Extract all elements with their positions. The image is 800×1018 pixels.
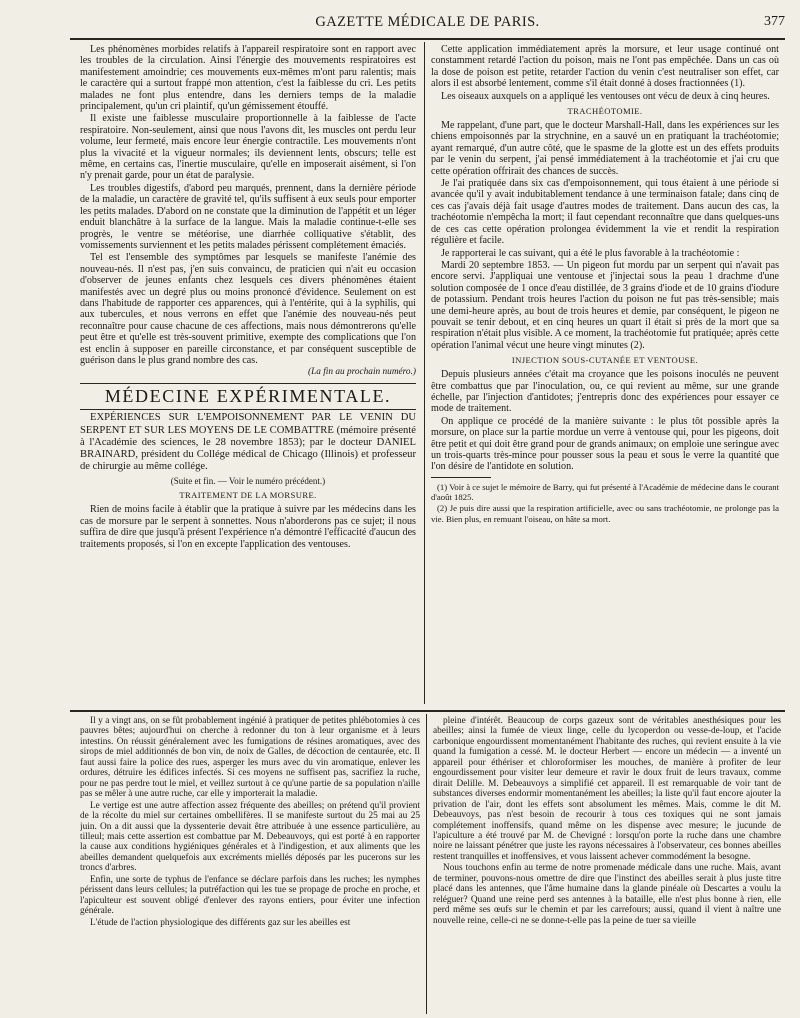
paragraph: Je l'ai pratiquée dans six cas d'empoisonnement, qui tous étaient à une période si avancée qu'il y avait indubitablement tendance à une terminaison fatale; dans cinq de ces cas j'avais déjà fait usage d'autres modes de traitement. Dans aucun des cas, la trachéotomie n'empêcha la mort; il faut cependant reconnaître que dans quelques-uns de ces cas cette opération prolongea évidemment la vie et rendit la respiration régulière et facile.	[431, 178, 779, 247]
paragraph: Je rapporterai le cas suivant, qui a été le plus favorable à la trachéotomie :	[441, 247, 740, 259]
footnote-rule	[431, 477, 491, 478]
continued-note: (Suite et fin. — Voir le numéro précédent.)	[170, 476, 326, 487]
paragraph: pleine d'intérêt. Beaucoup de corps gazeux sont de véritables anesthésiques pour les abeilles; ainsi la fumée de vieux linge, celle du lycoperdon ou vesse-de-loup, et l'acide carbonique engourdissent momentanément l'habitante des ruches, qui revient ensuite à la vie quand la fumigation a cessé. M. le docteur Herbert — encore un médecin — a inventé un appareil pour éthériser et chloroformiser les mouches, de manière à profiter de leur engourdissement pour visiter leur demeure et ravir le doux fruit de leurs travaux, comme dirait Delille. M. Debeauvoys a simplifié cet appareil. Il est remarquable de voir tant de substances diverses endormir momentanément les abeilles; la liste qu'il faut encore ajouter la privation de l'air, dont les effets sont absolument les mêmes. Mais, comme le dit M. Debeauvoys, pas n'est besoin de recourir à tous ces toxiques qui ne sont jamais complétement inoffensifs, quand même on les dispense avec mesure; le jucunde de l'apiculture a été trouvé par M. de Chevigné : lorsqu'on porte la ruche dans une chambre noire ne laissant pénétrer que juste les rayons nécessaires à l'observateur, ces bonnes abeilles restent tranquilles et inoffensives, et vous laissent achever commodément la besogne.	[433, 716, 781, 862]
lower-left-column	[80, 716, 420, 1014]
paragraph: Le vertige est une autre affection assez fréquente des abeilles; on prétend qu'il provient de la récolte du miel sur certaines ombellifères. Il se manifeste surtout du 25 mai au 25 juin. On a dit aussi que la dyssenterie devait être attribuée à une essence particulière, au tilleul; mais cette assertion est combattue par M. Debeauvoys, qui est porté à en rapporter la cause aux conditions hygiéniques générales et à l'indigestion, et aux aliments que les abeilles demandent quelquefois aux excréments miellés déposés par les pucerons sur les troncs d'arbres.	[80, 800, 420, 874]
paragraph: Depuis plusieurs années c'était ma croyance que les poisons inoculés ne peuvent être combattus que par l'inoculation, ou, ce qui revient au même, sur une grande échelle, par l'injection d'antidotes; j'entrepris donc des expériences pour essayer ce mode de traitement.	[431, 369, 779, 415]
section-title: MÉDECINE EXPÉRIMENTALE.	[80, 383, 416, 410]
paragraph: Nous touchons enfin au terme de notre promenade médicale dans une ruche. Mais, avant de terminer, pouvons-nous omettre de dire que l'instinct des abeilles serait à plus juste titre placé dans les antennes, que l'âme humaine dans la glande pinéale où Descartes a voulu la reléguer? Quand une reine perd ses antennes à la bataille, elle n'est plus bonne à rien, elle perd même ses œufs sur le chemin et par les carrefours; aussi, quand il vient à naître une nouvelle reine, celle-ci ne se donne-t-elle pas la peine de tuer sa vieille	[433, 863, 781, 926]
upper-right-column	[431, 44, 779, 704]
page-header	[70, 14, 785, 36]
paragraph: Me rappelant, d'une part, que le docteur Marshall-Hall, dans les expériences sur les chiens empoisonnés par la strychnine, en a sauvé un en pratiquant la trachéotomie; ayant remarqué, d'un autre côté, que le spasme de la glotte est un des effets produits par le venin du serpent, j'ai pensé immédiatement à la trachéotomie et j'ai cru que cette opération offrirait des chances de succès.	[431, 120, 779, 177]
paragraph: Tel est l'ensemble des symptômes par lesquels se manifeste l'anémie des nouveau-nés. Il n'est pas, j'en suis convaincu, de praticien qui n'ait eu occasion d'observer de jeunes enfants chez lesquels ces divers phénomènes étaient manifestés avec un degré plus ou moins prononcé d'évidence. Seulement on est dans l'habitude de rapporter ces apparences, qui à l'entérite, qui à la syphilis, qui aux tubercules, et nous verrons en effet que l'anémie des nouveau-nés peut reconnaître pour cause chacune de ces affections, mais nous démontrerons qu'elle peut être et qu'elle est très-souvent primitive, exempte des complications que l'on est enclin à supposer en pareille circonstance, et par conséquent susceptible de guérison dans le plus grand nombre des cas.	[80, 252, 416, 366]
footnote: (2) Je puis dire aussi que la respiration artificielle, avec ou sans trachéotomie, ne prolonge pas la vie. Bien plus, en remuant l'oiseau, on hâte sa mort.	[431, 503, 779, 524]
paragraph: L'étude de l'action physiologique des différents gaz sur les abeilles est	[90, 917, 351, 928]
subhead-treatment: TRAITEMENT DE LA MORSURE.	[179, 490, 317, 501]
paragraph: Il y a vingt ans, on se fût probablement ingénié à pratiquer de petites phlébotomies à ces pauvres bêtes; aujourd'hui on cherche à redonner du ton à leur organisme et à leurs intestins. On réussit généralement avec les fumigations de résines aromatiques, avec des sirops de miel additionnés de bon vin, de noix de Galles, de décoction de centaurée, etc. Il faut aussi faire la police des rues, asperger les murs avec du vin aromatique, enlever les ordures, détruire les édifices infectés. Si ces moyens ne suffisent pas, sacrifiez la ruche, pour ne pas perdre tout le miel, et veillez surtout à ce qu'une partie de sa population n'aille pas se mêler à une autre ruche, car elle y importerait la maladie.	[80, 716, 420, 800]
journal-title: GAZETTE MÉDICALE DE PARIS.	[315, 14, 540, 30]
page-number: 377	[764, 14, 785, 29]
footnote: (1) Voir à ce sujet le mémoire de Barry, qui fut présenté à l'Académie de médecine dans le courant d'août 1825.	[431, 481, 779, 503]
paragraph: Enfin, une sorte de typhus de l'enfance se déclare parfois dans les ruches; les nymphes périssent dans leurs cellules; la putréfaction qui les tue se propage de proche en proche, et l'apiculteur est souvent obligé d'enlever des rayons entiers, pour éviter une infection générale.	[80, 874, 420, 917]
lower-column-divider	[426, 714, 427, 1014]
header-rule	[70, 38, 785, 40]
paragraph: Mardi 20 septembre 1853. — Un pigeon fut mordu par un serpent qui n'avait pas encore servi. J'appliquai une ventouse et j'injectai sous la peau 1 drachme d'une solution composée de 1 once d'eau distillée, de 3 grains d'iode et de 10 grains d'iodure de potassium. Pendant trois heures l'action du poison ne fut pas très-sensible; mais une demi-heure après, au bout de trois heures et demie, par conséquent, le pigeon ne pouvait se tenir debout, et en cinq heures un quart il était si près de la mort que sa respiration n'était plus visible. A ce moment, la trachéotomie fut pratiquée; après cette opération l'animal vécut une heure vingt minutes (2).	[431, 259, 779, 351]
paragraph: Les troubles digestifs, d'abord peu marqués, prennent, dans la dernière période de la maladie, un caractère de gravité tel, qu'ils suffisent à eux seuls pour emporter les petits malades. D'abord on ne constate que la diminution de l'appétit et un léger enduit blanchâtre à la surface de la langue. Mais la maladie continue-t-elle ses progrès, le ventre se météorise, une diarrhée colliquative s'établit, des vomissements surviennent et les petits malades périssent complétement émaciés.	[80, 182, 416, 251]
subhead-injection: INJECTION SOUS-CUTANÉE ET VENTOUSE.	[511, 355, 699, 366]
paragraph: Il existe une faiblesse musculaire proportionnelle à la faiblesse de l'acte respiratoire. Non-seulement, ainsi que nous l'avons dit, les muscles ont perdu leur volume, leur fermeté, mais encore leur énergie contractile. Les mouvements n'ont plus la vivacité et la vigueur normales; ils deviennent lents, obscurs; telle est même, en certains cas, l'inertie musculaire, qu'elle en imposerait aisément, si l'on n'y prenait garde, pour un état de paralysie.	[80, 113, 416, 182]
paragraph: Les phénomènes morbides relatifs à l'appareil respiratoire sont en rapport avec les troubles de la circulation. Ainsi l'énergie des mouvements respiratoires est manifestement amoindrie; ces mouvements eux-mêmes m'ont paru ralentis; mais le caractère qui a surtout frappé mon attention, c'est la faiblesse du cri. Les petits malades ne font plus entendre, dans les derniers temps de la maladie principalement, qu'un cri plaintif, qu'un gémissement étouffé.	[80, 44, 416, 113]
article-title: EXPÉRIENCES SUR L'EMPOISONNEMENT PAR LE VENIN DU SERPENT ET SUR LES MOYENS DE LE COMBATTRE (mémoire présenté à l'Académie des sciences, le 28 novembre 1853); par le docteur DANIEL BRAINARD, président du Collége médical de Chicago (Illinois) et professeur de chirurgie au même collége.	[80, 412, 416, 473]
paragraph: On applique ce procédé de la manière suivante : le plus tôt possible après la morsure, on place sur la partie mordue un verre à ventouse qui, pour les pigeons, doit être petit et qui doit être grand pour de grands animaux; on emploie une seringue avec un trois-quarts très-mince pour pousser sous la peau et sous le verre la quantité que l'on désire de l'antidote en solution.	[431, 415, 779, 473]
lower-right-column	[433, 716, 781, 1014]
upper-left-column	[80, 44, 416, 704]
column-divider	[424, 42, 425, 704]
paragraph: Rien de moins facile à établir que la pratique à suivre par les médecins dans les cas de morsure par le serpent à sonnettes. Nous n'aborderons pas ce sujet; il nous suffira de dire que jusqu'à présent l'expérience n'a démontré l'efficacité d'aucun des traitements proposés, si l'on en excepte l'application des ventouses.	[80, 504, 416, 550]
section-separator-rule	[70, 710, 785, 712]
paragraph: Cette application immédiatement après la morsure, et leur usage continué ont constamment retardé l'action du poison, mais ne l'ont pas empêchée. Dans un cas où la dose de poison est petite, retarder l'action du venin c'est neutraliser son effet, car alors il est absorbé lentement, comme s'il était donné à doses fractionnées (1).	[431, 44, 779, 90]
subhead-tracheotomy: TRACHÉOTOMIE.	[567, 106, 643, 117]
to-be-continued: (La fin au prochain numéro.)	[307, 367, 416, 378]
paragraph: Les oiseaux auxquels on a appliqué les ventouses ont vécu de deux à cinq heures.	[441, 90, 770, 102]
